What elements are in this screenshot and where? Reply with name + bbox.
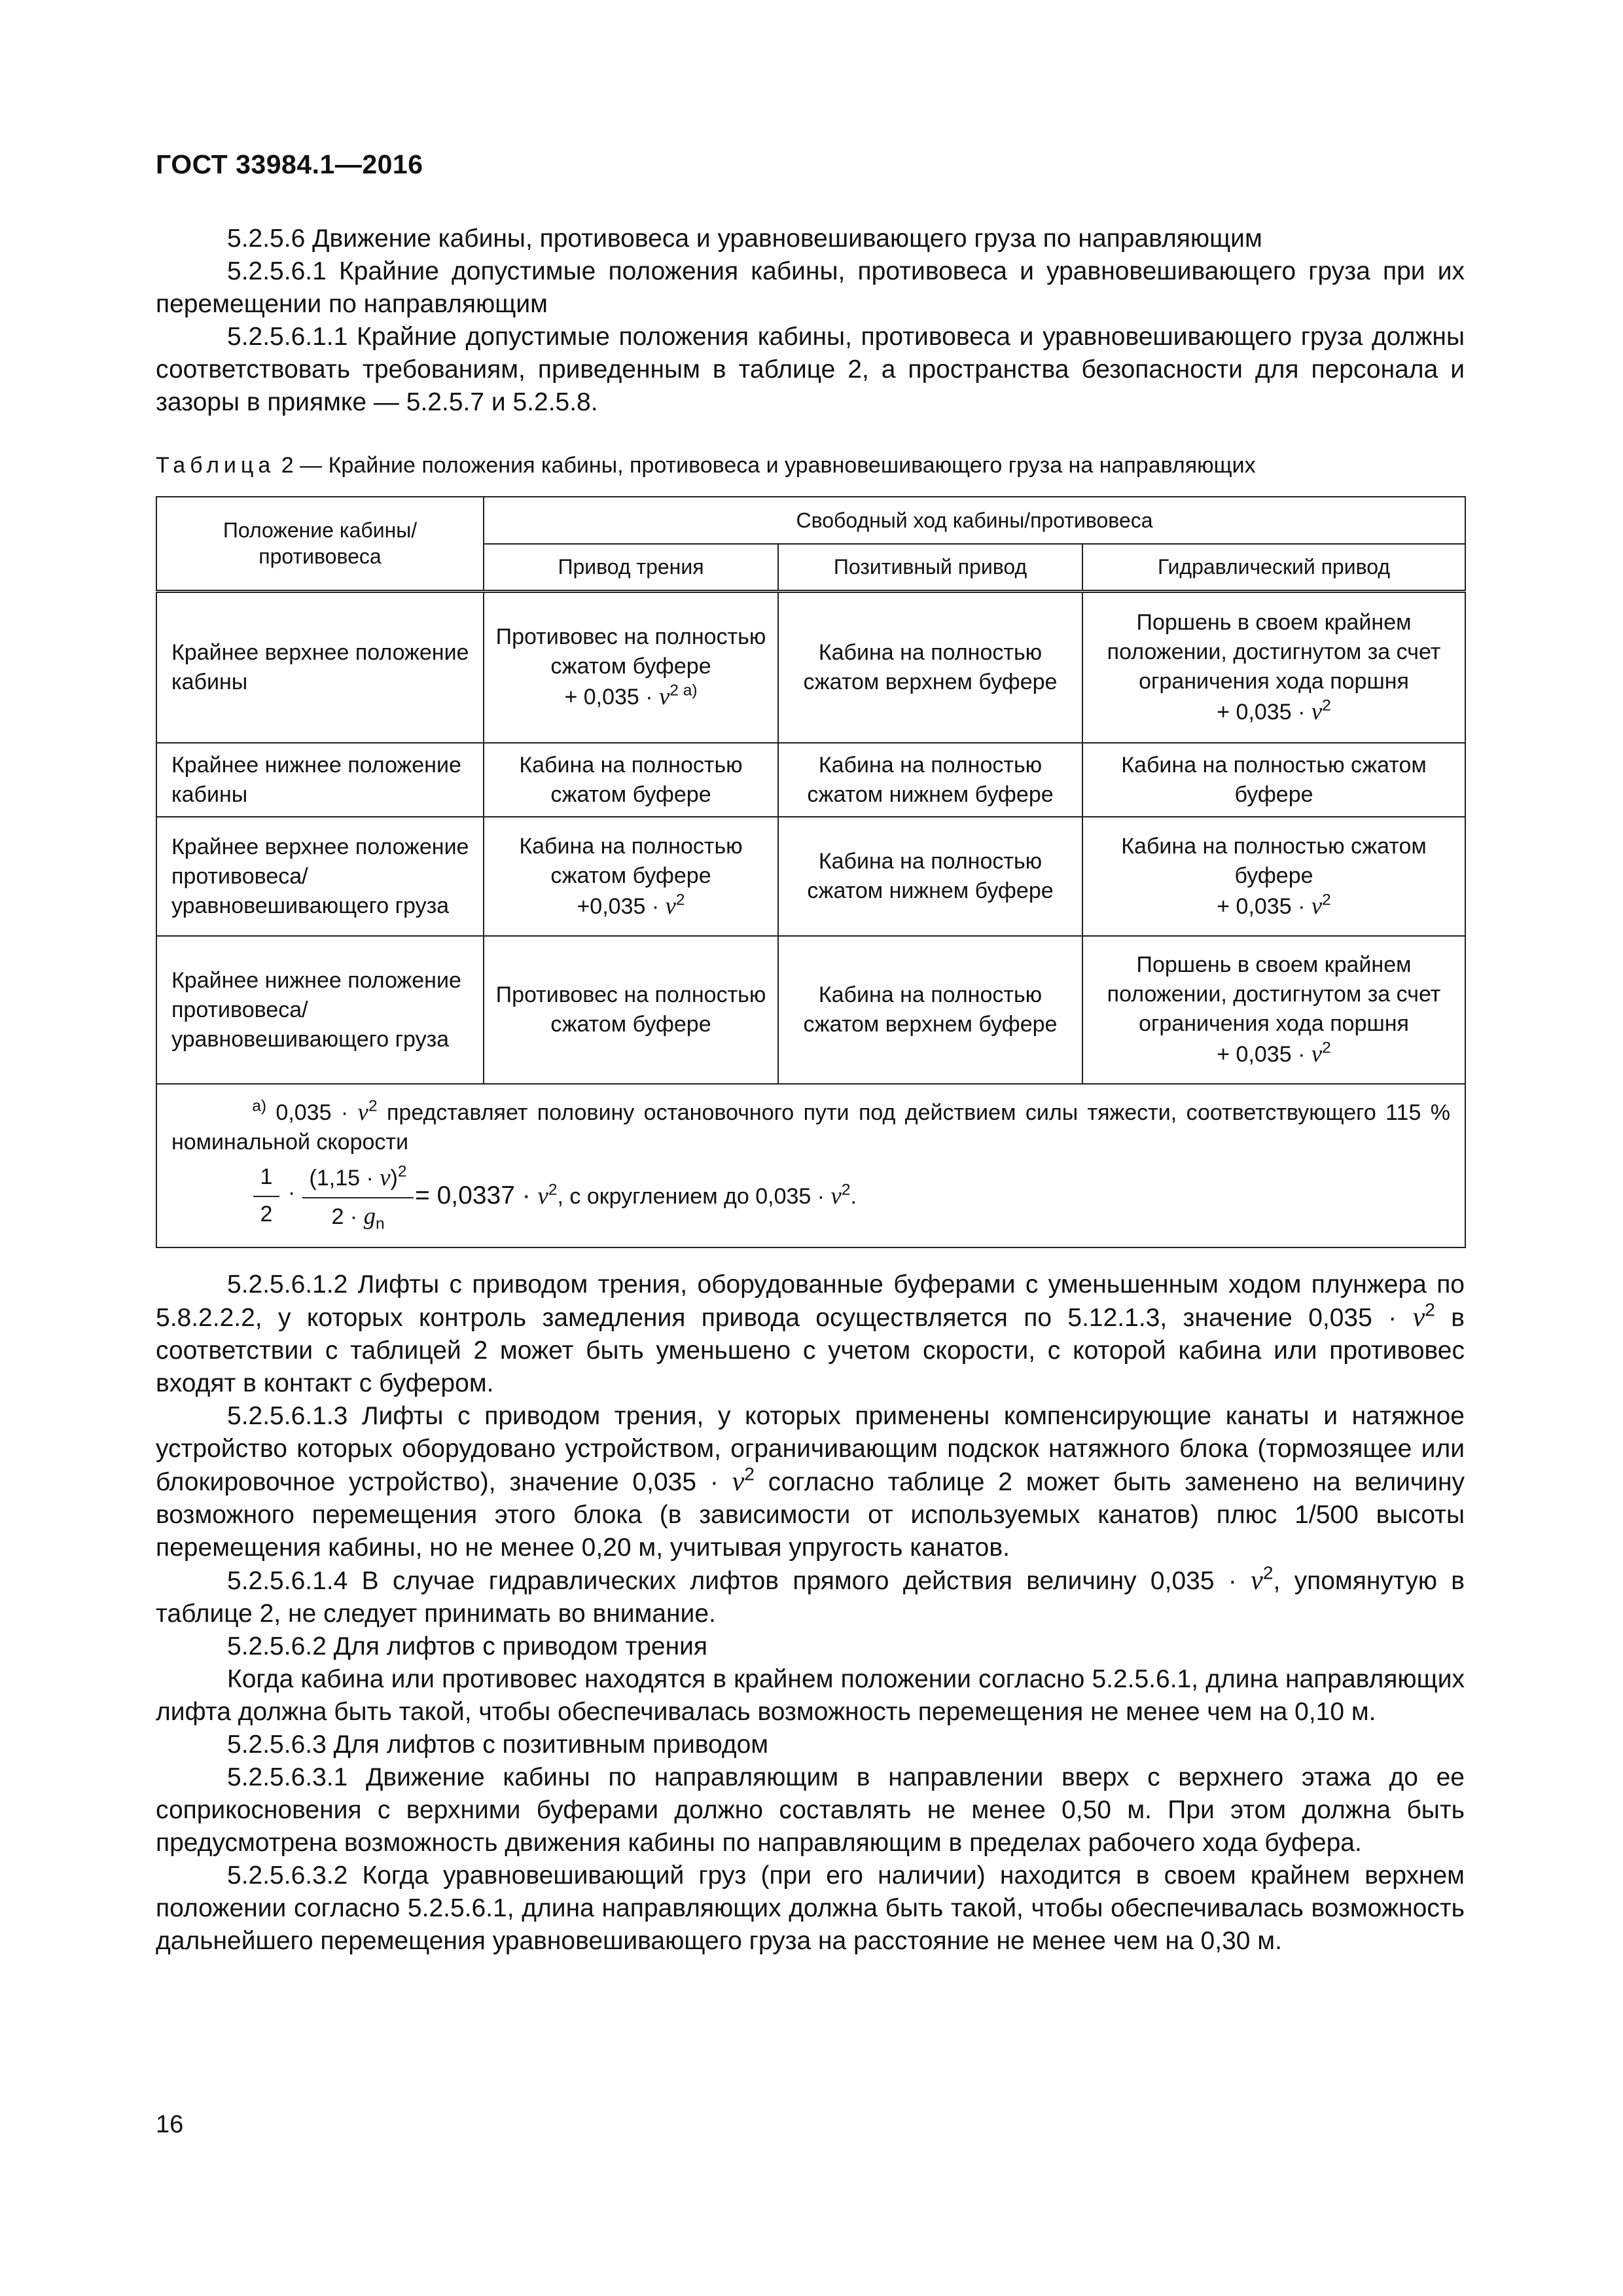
cell-text: Поршень в своем крайнем положении, достигнутом за счет ограничения хода поршня [1107, 952, 1441, 1036]
formula-half: $\frac{1}{2}$ [253, 1162, 279, 1229]
row-hydraulic [1082, 591, 1465, 743]
row-positive: Кабина на полностью сжатом нижнем буфере [778, 743, 1082, 817]
footnote-formula [171, 1162, 1450, 1234]
row-hydraulic: Кабина на полностью сжатом буфере [1082, 743, 1465, 817]
cell-formula: + $0,035 \cdot v^2$ [1217, 1039, 1331, 1067]
header-free-travel: Свободный ход кабины/противовеса [484, 497, 1465, 544]
paragraph-5-2-5-6-1-4: 5.2.5.6.1.4 В случае гидравлических лифтов прямого действия величину $0,035 \cdot v^2$, упомянутую в таблице 2, не следует принимать во внимание. [156, 1562, 1465, 1628]
document-header: ГОСТ 33984.1—2016 [156, 149, 423, 179]
formula-dot: · [288, 1180, 296, 1205]
paragraph-5-2-5-6-1-2: 5.2.5.6.1.2 Лифты с приводом трения, оборудованные буферами с уменьшенным ходом плунжера по 5.8.2.2.2, у которых контроль замедления привода осуществляется по 5.12.1.3, значение $0,035 \cdot v^2$ в соответствии с таблицей 2 может быть уменьшено с учетом скорости, с которой кабина или противовес входят в контакт с буфером. [156, 1270, 1465, 1397]
table-title-number: 2 [281, 453, 294, 478]
intro-section [156, 223, 1465, 419]
cell-formula: + $0,035 \cdot v^2$ [1217, 696, 1331, 725]
paragraph-5-2-5-6-3-1: 5.2.5.6.3.1 Движение кабины по направляющим в направлении вверх с верхнего этажа до ее соприкосновения с верхними буферами должно составлять не менее 0,50 м. При этом должна быть предусмотрена возможность движения кабины по направляющим в пределах рабочего хода буфера. [156, 1763, 1465, 1857]
header-position: Положение кабины/противовеса [156, 497, 484, 591]
paragraph-5-2-5-6-1-1: 5.2.5.6.1.1 Крайние допустимые положения кабины, противовеса и уравновешивающего груза должны соответствовать требованиям, приведенным в таблице 2, а пространства безопасности для персонала и зазоры в приямке — 5.2.5.7 и 5.2.5.8. [156, 323, 1465, 416]
row-positive: Кабина на полностью сжатом верхнем буфере [778, 591, 1082, 743]
paragraph-5-2-5-6-3-2: 5.2.5.6.3.2 Когда уравновешивающий груз (при его наличии) находится в своем крайнем верхнем положении согласно 5.2.5.6.1, длина направляющих должна быть такой, чтобы обеспечивалась возможность дальнейшего перемещения уравновешивающего груза на расстояние не менее чем на 0,30 м. [156, 1861, 1465, 1955]
paragraph-5-2-5-6-1: 5.2.5.6.1 Крайние допустимые положения кабины, противовеса и уравновешивающего груза при их перемещении по направляющим [156, 257, 1465, 318]
footnote-marker: a) [252, 1097, 266, 1115]
header-hydraulic-drive: Гидравлический привод [1082, 544, 1465, 591]
cell-formula: + $0,035 \cdot v^{2 a)}$ [564, 681, 698, 710]
table-row [156, 817, 1465, 936]
row-position: Крайнее нижнее положение кабины [156, 743, 484, 817]
footnote-text: $^{a)}$ $0,035 \cdot v^2$ представляет половину остановочного пути под действием силы тяжести, соответствующего 115 % номинальной скорости [171, 1097, 1451, 1155]
table-title [156, 453, 1256, 478]
paragraph-5-2-5-6: 5.2.5.6 Движение кабины, противовеса и уравновешивающего груза по направляющим [227, 224, 1262, 253]
table-footnote [156, 1084, 1465, 1247]
table-2 [156, 496, 1466, 1248]
row-friction: Кабина на полностью сжатом буфере [484, 743, 778, 817]
main-section [156, 1268, 1465, 1958]
cell-text: Противовес на полностью сжатом буфере [495, 624, 766, 679]
header-friction-drive: Привод трения [484, 544, 778, 591]
paragraph-5-2-5-6-2: 5.2.5.6.2 Для лифтов с приводом трения [227, 1632, 708, 1660]
cell-formula: + $0,035 \cdot v^2$ [1217, 891, 1331, 919]
table-row [156, 936, 1465, 1084]
paragraph-5-2-5-6-3: 5.2.5.6.3 Для лифтов с позитивным приводом [227, 1731, 769, 1759]
cell-text: Кабина на полностью сжатом буфере [1121, 833, 1427, 888]
row-friction [484, 591, 778, 743]
row-positive: Кабина на полностью сжатом нижнем буфере [778, 817, 1082, 936]
cell-text: Кабина на полностью сжатом буфере [519, 833, 743, 888]
paragraph-friction-lifts: Когда кабина или противовес находятся в крайнем положении согласно 5.2.5.6.1, длина направляющих лифта должна быть такой, чтобы обеспечивалась возможность перемещения не менее чем на 0,10 м. [156, 1665, 1465, 1726]
formula-result: = $0,0337 \cdot v^2$, с округлением до $0,035 \cdot v^2$. [415, 1181, 857, 1210]
page-number: 16 [156, 2111, 184, 2138]
table-title-text: — Крайние положения кабины, противовеса и уравновешивающего груза на направляющих [293, 453, 1256, 478]
cell-text: Поршень в своем крайнем положении, достигнутом за счет ограничения хода поршня [1107, 609, 1441, 694]
table-header-row [156, 497, 1465, 544]
cell-formula: $+0,035 \cdot v^2$ [577, 891, 685, 919]
row-position: Крайнее верхнее положение кабины [156, 591, 484, 743]
table-title-prefix: Таблица [156, 453, 276, 478]
formula-fraction: $\frac{(1,15 \cdot v)^2}{2 \cdot g_n}$ [302, 1162, 414, 1232]
row-position: Крайнее верхнее положение противовеса/уравновешивающего груза [156, 817, 484, 936]
row-friction [484, 817, 778, 936]
row-positive: Кабина на полностью сжатом верхнем буфере [778, 936, 1082, 1084]
table-row [156, 591, 1465, 743]
row-position: Крайнее нижнее положение противовеса/уравновешивающего груза [156, 936, 484, 1084]
table-row [156, 743, 1465, 817]
row-friction: Противовес на полностью сжатом буфере [484, 936, 778, 1084]
paragraph-5-2-5-6-1-3: 5.2.5.6.1.3 Лифты с приводом трения, у которых применены компенсирующие канаты и натяжное устройство которых оборудовано устройством, ограничивающим подскок натяжного блока (тормозящее или блокировочное устройство), значение $0,035 \cdot v^2$ согласно таблице 2 может быть заменено на величину возможного перемещения этого блока (в зависимости от используемых канатов) плюс 1/500 высоты перемещения кабины, но не менее 0,20 м, учитывая упругость канатов. [156, 1402, 1465, 1562]
row-hydraulic [1082, 936, 1465, 1084]
header-positive-drive: Позитивный привод [778, 544, 1082, 591]
row-hydraulic [1082, 817, 1465, 936]
table-footnote-row [156, 1084, 1465, 1247]
